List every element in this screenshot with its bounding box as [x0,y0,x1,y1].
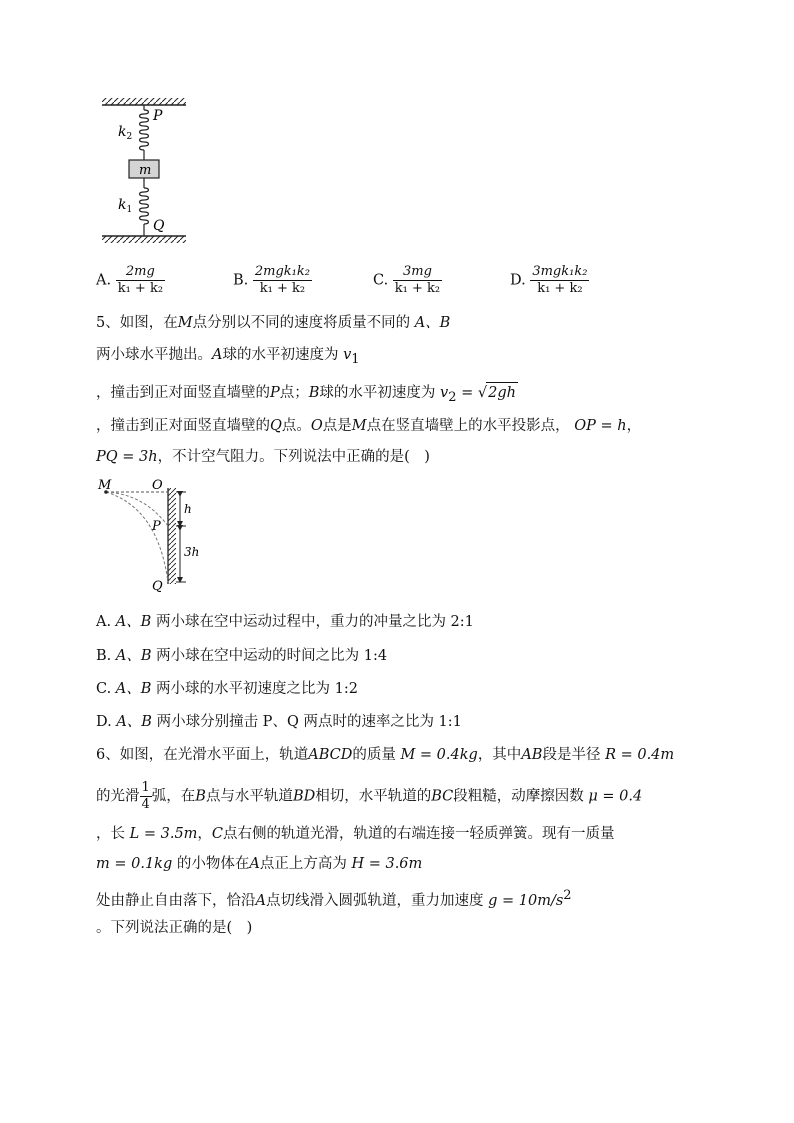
q5-line-2: 两小球水平抛出。A球的水平初速度为 $v_1$ [96,347,360,367]
q5-line-4: ，撞击到正对面竖直墙壁的Q点。O点是M点在竖直墙壁上的水平投影点， OP = h， [96,418,642,434]
q4-option-a[interactable]: A. $\frac{2mg}{\text{k₁ + k₂}}$ [96,264,164,296]
spring-k2 [140,105,149,160]
q5-option-b[interactable]: B. A、B 两小球在空中运动的时间之比为 1:4 [96,648,388,664]
label-3h: 3h [184,545,200,559]
spring-k1 [140,178,149,236]
ceiling-hatch [102,98,186,105]
q6-line-3: ，长 L = 3.5m，C点右侧的轨道光滑，轨道的右端连接一轻质弹簧。现有一质量 [96,826,615,842]
q5-line-3: ，撞击到正对面竖直墙壁的P点；B球的水平初速度为 $v_2 = √2gh$ [96,382,518,408]
option-a-fraction: $\frac{2mg}{\text{k₁ + k₂}}$ [117,264,164,296]
q5-option-d[interactable]: D. A、B 两小球分别撞击 P、Q 两点时的速率之比为 1:1 [96,714,462,730]
floor-hatch [102,236,186,243]
q4-option-c[interactable]: C. $\frac{3mg}{\text{k₁ + k₂}}$ [373,264,441,296]
label-Q: Q [152,579,163,594]
q4-option-b[interactable]: B. $\frac{\text{2mgk₁k₂}}{\text{k₁ + k₂}}$ [233,264,310,296]
label-k2: $k_2$ [118,124,133,142]
q5-option-a[interactable]: A. A、B 两小球在空中运动过程中，重力的冲量之比为 2:1 [96,614,474,630]
q5-line-5: PQ = 3h，不计空气阻力。下列说法中正确的是( ) [96,449,430,465]
label-P: P [152,519,161,534]
q6-line-4: m = 0.1kg 的小物体在A点正上方高为 H = 3.6m [96,856,423,872]
label-Q: Q [153,218,165,234]
label-mass: m [139,163,152,178]
quarter-fraction: $\frac{1}{4}$ [141,780,150,812]
q4-option-d[interactable]: D. $\frac{\text{3mgk₁k₂}}{\text{k₁ + k₂}}$ [510,264,588,296]
q6-line-1: 6、如图，在光滑水平面上，轨道ABCD的质量 M = 0.4kg，其中AB段是半径 R = 0.4m [96,747,675,763]
label-O: O [152,478,163,493]
label-k1: $k_1$ [118,197,133,215]
projectile-figure [96,478,206,596]
trajectory-b [106,492,168,582]
option-d-fraction: $\frac{\text{3mgk₁k₂}}{\text{k₁ + k₂}}$ [532,264,588,296]
spring-figure [96,96,196,246]
label-M: M [98,478,112,493]
label-h: h [184,502,192,516]
q6-line-2: 的光滑 $\frac{1}{4}$ 弧，在B点与水平轨道BD相切，水平轨道的BC段粗糙，动摩擦因数 μ = 0.4 [96,780,643,812]
q6-line-6: 。下列说法正确的是( ) [96,920,253,936]
label-P: P [153,108,163,124]
q6-line-5: 处由静止自由落下，恰沿A点切线滑入圆弧轨道，重力加速度 $g = 10m/s^2$ [96,888,572,909]
option-c-fraction: $\frac{3mg}{\text{k₁ + k₂}}$ [394,264,441,296]
option-b-fraction: $\frac{\text{2mgk₁k₂}}{\text{k₁ + k₂}}$ [254,264,310,296]
q5-line-1: 5、如图，在M点分别以不同的速度将质量不同的 A、B [96,315,451,331]
q5-option-c[interactable]: C. A、B 两小球的水平初速度之比为 1:2 [96,681,358,697]
wall-hatch [168,488,176,584]
